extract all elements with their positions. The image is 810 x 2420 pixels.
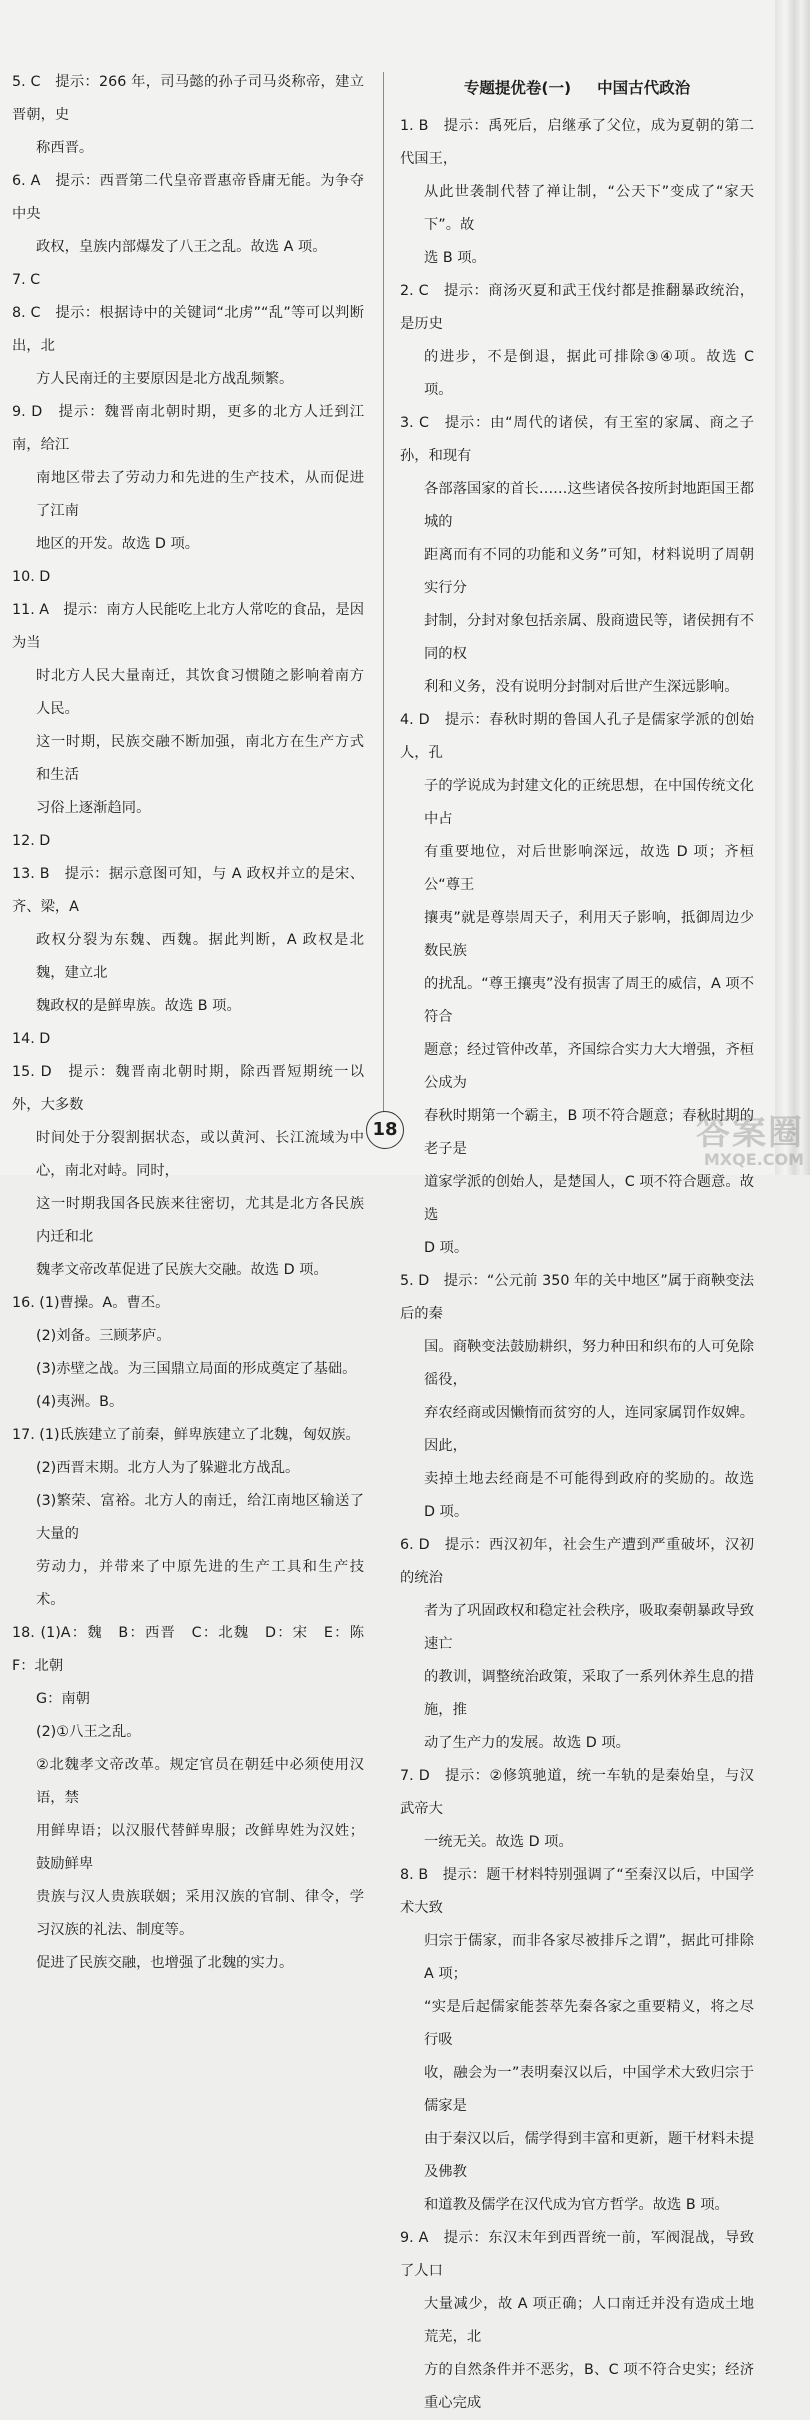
answer-line: 从此世袭制代替了禅让制，“公天下”变成了“家天下”。故 <box>424 184 754 233</box>
answer-line: 方的自然条件并不恶劣，B、C 项不符合史实；经济重心完成 <box>424 2362 754 2411</box>
answer-line: 道家学派的创始人，是楚国人，C 项不符合题意。故选 <box>424 1174 754 1223</box>
answer-line: 8. B 提示：题干材料特别强调了“至秦汉以后，中国学术大致 <box>400 1867 754 1916</box>
answer-line: 攘夷”就是尊崇周天子，利用天子影响，抵御周边少数民族 <box>424 910 754 959</box>
answer-item <box>12 165 364 264</box>
answer-line: 10. D <box>12 569 51 585</box>
answer-line: 12. D <box>12 833 51 849</box>
column-divider <box>383 72 384 1112</box>
answer-line: 题意；经过管仲改革，齐国综合实力大大增强，齐桓公成为 <box>424 1042 754 1091</box>
answer-line: 9. D 提示：魏晋南北朝时期，更多的北方人迁到江南，给江 <box>12 404 364 453</box>
answer-line: G：南朝 <box>36 1691 90 1707</box>
answer-line: 称西晋。 <box>36 140 94 156</box>
answer-item <box>12 1617 379 1980</box>
answer-line: 子的学说成为封建文化的正统思想，在中国传统文化中占 <box>424 778 754 827</box>
answer-item <box>12 264 364 297</box>
answer-line: 选 B 项。 <box>424 250 486 266</box>
answer-line: 促进了民族交融，也增强了北魏的实力。 <box>36 1955 294 1971</box>
answer-item <box>12 1287 364 1419</box>
answer-line: (2)刘备。三顾茅庐。 <box>36 1328 171 1344</box>
answer-item <box>400 1859 754 2222</box>
right-column <box>400 66 754 2420</box>
answer-line: 18. (1)A：魏 B：西晋 C：北魏 D：宋 E：陈 F：北朝 <box>12 1625 379 1674</box>
answer-line: 17. (1)氐族建立了前秦，鲜卑族建立了北魏，匈奴族。 <box>12 1427 360 1443</box>
answer-line: (2)①八王之乱。 <box>36 1724 141 1740</box>
page-edge <box>775 0 810 1175</box>
answer-item <box>400 1529 754 1760</box>
answer-line: 5. C 提示：266 年，司马懿的孙子司马炎称帝，建立晋朝，史 <box>12 74 364 123</box>
answer-item <box>12 1023 364 1056</box>
answer-item <box>400 1760 754 1859</box>
answer-line: 地区的开发。故选 D 项。 <box>36 536 200 552</box>
answer-item <box>400 407 754 704</box>
answer-line: 4. D 提示：春秋时期的鲁国人孔子是儒家学派的创始人，孔 <box>400 712 754 761</box>
answer-line: 者为了巩固政权和稳定社会秩序，吸取秦朝暴政导致速亡 <box>424 1603 754 1652</box>
answer-line: 的教训，调整统治政策，采取了一系列休养生息的措施，推 <box>424 1669 754 1718</box>
answer-line: 国。商鞅变法鼓励耕织，努力种田和织布的人可免除徭役， <box>424 1339 754 1388</box>
answer-item <box>12 1056 364 1287</box>
answer-line: 16. (1)曹操。A。曹丕。 <box>12 1295 170 1311</box>
section-title-sub: 中国古代政治 <box>597 79 691 97</box>
answer-line: 魏政权的是鲜卑族。故选 B 项。 <box>36 998 241 1014</box>
answer-line: 春秋时期第一个霸主，B 项不符合题意；春秋时期的老子是 <box>424 1108 754 1157</box>
answer-line: 封制，分封对象包括亲属、殷商遗民等，诸侯拥有不同的权 <box>424 613 754 662</box>
answer-line: 利和义务，没有说明分封制对后世产生深远影响。 <box>424 679 739 695</box>
answer-line: 和道教及儒学在汉代成为官方哲学。故选 B 项。 <box>424 2197 729 2213</box>
answer-line: (3)赤壁之战。为三国鼎立局面的形成奠定了基础。 <box>36 1361 357 1377</box>
answer-line: 收，融会为一”表明秦汉以后，中国学术大致归宗于儒家是 <box>424 2065 754 2114</box>
answer-line: 15. D 提示：魏晋南北朝时期，除西晋短期统一以外，大多数 <box>12 1064 364 1113</box>
answer-line: 这一时期我国各民族来往密切，尤其是北方各民族内迁和北 <box>36 1196 364 1245</box>
answer-line: 贵族与汉人贵族联姻；采用汉族的官制、律令，学习汉族的礼法、制度等。 <box>36 1889 364 1938</box>
answer-line: 归宗于儒家，而非各家尽被排斥之谓”，据此可排除 A 项； <box>424 1933 754 1982</box>
answer-line: 魏孝文帝改革促进了民族大交融。故选 D 项。 <box>36 1262 328 1278</box>
answer-line: 卖掉土地去经商是不可能得到政府的奖励的。故选 D 项。 <box>424 1471 754 1520</box>
answer-line: (4)夷洲。B。 <box>36 1394 124 1410</box>
answer-line: 7. C <box>12 272 41 288</box>
answer-line: 有重要地位，对后世影响深远，故选 D 项；齐桓公“尊王 <box>424 844 754 893</box>
answer-line: 的进步，不是倒退，据此可排除③④项。故选 C 项。 <box>424 349 754 398</box>
answer-item <box>400 1265 754 1529</box>
answer-line: 14. D <box>12 1031 51 1047</box>
page-number: 18 <box>366 1111 404 1149</box>
answer-line: 动了生产力的发展。故选 D 项。 <box>424 1735 630 1751</box>
answer-line: 2. C 提示：商汤灭夏和武王伐纣都是推翻暴政统治，是历史 <box>400 283 754 332</box>
watermark-logo <box>696 1115 804 1169</box>
answer-line: 用鲜卑语；以汉服代替鲜卑服；改鲜卑姓为汉姓；鼓励鲜卑 <box>36 1823 364 1872</box>
answer-line: ②北魏孝文帝改革。规定官员在朝廷中必须使用汉语，禁 <box>36 1757 364 1806</box>
answer-line: 这一时期，民族交融不断加强，南北方在生产方式和生活 <box>36 734 364 783</box>
answer-line: 11. A 提示：南方人民能吃上北方人常吃的食品，是因为当 <box>12 602 364 651</box>
answer-line: 6. A 提示：西晋第二代皇帝晋惠帝昏庸无能。为争夺中央 <box>12 173 364 222</box>
answer-line: (2)西晋末期。北方人为了躲避北方战乱。 <box>36 1460 300 1476</box>
answer-line: 的扰乱。“尊王攘夷”没有损害了周王的威信，A 项不符合 <box>424 976 754 1025</box>
answer-line: 政权分裂为东魏、西魏。据此判断，A 政权是北魏，建立北 <box>36 932 364 981</box>
answer-item <box>400 275 754 407</box>
answer-item <box>12 297 364 396</box>
answer-line: D 项。 <box>424 1240 469 1256</box>
answer-line: (3)繁荣、富裕。北方人的南迁，给江南地区输送了大量的 <box>36 1493 364 1542</box>
answer-line: 方人民南迁的主要原因是北方战乱频繁。 <box>36 371 294 387</box>
answer-line: 各部落国家的首长……这些诸侯各按所封地距国王都城的 <box>424 481 754 530</box>
left-column <box>12 66 379 1980</box>
watermark-big: 答案圈 <box>696 1113 804 1153</box>
answer-line: 6. D 提示：西汉初年，社会生产遭到严重破坏，汉初的统治 <box>400 1537 754 1586</box>
answer-item <box>12 594 364 825</box>
watermark-small: MXQE.COM <box>703 1150 804 1169</box>
answer-item <box>12 561 364 594</box>
answer-item <box>12 396 364 561</box>
answer-line: “实是后起儒家能荟萃先秦各家之重要精义，将之尽行吸 <box>424 1999 754 2048</box>
answer-line: 由于秦汉以后，儒学得到丰富和更新，题干材料未提及佛教 <box>424 2131 754 2180</box>
answer-line: 劳动力，并带来了中原先进的生产工具和生产技术。 <box>36 1559 364 1608</box>
answer-item <box>12 825 364 858</box>
answer-line: 时北方人民大量南迁，其饮食习惯随之影响着南方人民。 <box>36 668 364 717</box>
answer-line: 7. D 提示：②修筑驰道，统一车轨的是秦始皇，与汉武帝大 <box>400 1768 754 1817</box>
answer-line: 时间处于分裂割据状态，或以黄河、长江流域为中心，南北对峙。同时， <box>36 1130 364 1179</box>
answer-line: 习俗上逐渐趋同。 <box>36 800 151 816</box>
answer-line: 1. B 提示：禹死后，启继承了父位，成为夏朝的第二代国王， <box>400 118 754 167</box>
answer-item <box>12 66 364 165</box>
answer-line: 一统无关。故选 D 项。 <box>424 1834 573 1850</box>
answer-line: 9. A 提示：东汉末年到西晋统一前，军阀混战，导致了人口 <box>400 2230 754 2279</box>
section-title <box>400 66 754 110</box>
answer-item <box>12 858 364 1023</box>
section-title-main: 专题提优卷(一) <box>463 79 572 97</box>
answer-item <box>400 2222 754 2420</box>
answer-line: 距离而有不同的功能和义务”可知，材料说明了周朝实行分 <box>424 547 754 596</box>
answer-item <box>400 704 754 1265</box>
answer-line: 3. C 提示：由“周代的诸侯，有王室的家属、商之子孙，和现有 <box>400 415 754 464</box>
answer-item <box>400 110 754 275</box>
answer-line: 政权，皇族内部爆发了八王之乱。故选 A 项。 <box>36 239 327 255</box>
answer-line: 南地区带去了劳动力和先进的生产技术，从而促进了江南 <box>36 470 364 519</box>
answer-line: 弃农经商或因懒惰而贫穷的人，连同家属罚作奴婢。因此， <box>424 1405 754 1454</box>
answer-line: 8. C 提示：根据诗中的关键词“北虏”“乱”等可以判断出，北 <box>12 305 364 354</box>
answer-item <box>12 1419 364 1617</box>
answer-line: 13. B 提示：据示意图可知，与 A 政权并立的是宋、齐、梁，A <box>12 866 364 915</box>
answer-line: 大量减少，故 A 项正确；人口南迁并没有造成土地荒芜，北 <box>424 2296 754 2345</box>
answer-line: 5. D 提示：“公元前 350 年的关中地区”属于商鞅变法后的秦 <box>400 1273 754 1322</box>
